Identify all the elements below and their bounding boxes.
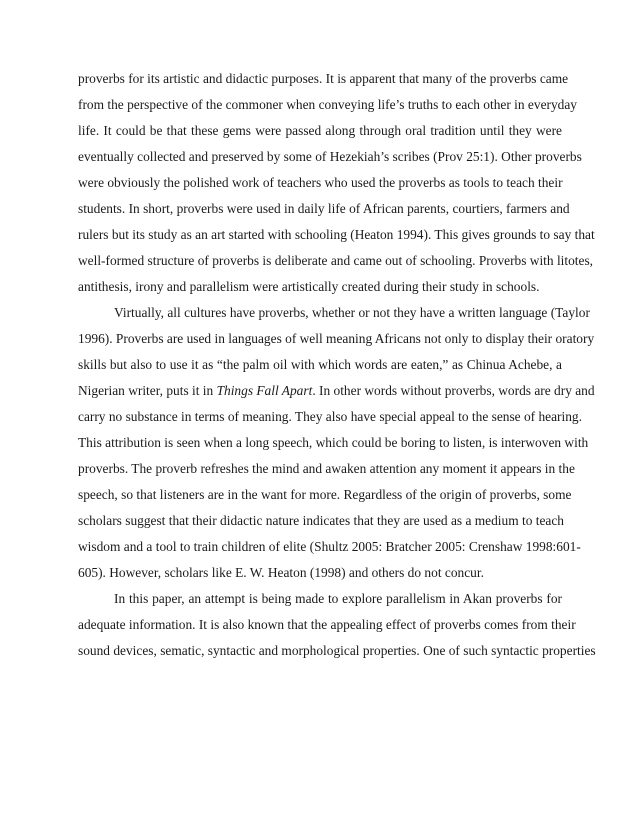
text-line: 605). However, scholars like E. W. Heaton (1998) and others do not concur.: [78, 565, 484, 580]
text-line: skills but also to use it as “the palm oil with which words are eaten,” as Chinua Achebe, a: [78, 357, 562, 372]
text-line: proverbs for its artistic and didactic purposes. It is apparent that many of the proverbs came: [78, 71, 569, 86]
text-line: sound devices, sematic, syntactic and morphological properties. One of such syntactic properties: [78, 643, 596, 658]
text-line: wisdom and a tool to train children of elite (Shultz 2005: Bratcher 2005: Crenshaw 1998:601-: [78, 539, 581, 554]
text-line: eventually collected and preserved by some of Hezekiah’s scribes (Prov 25:1). Other proverbs: [78, 149, 582, 164]
text-line: 1996). Proverbs are used in languages of well meaning Africans not only to display their oratory: [78, 331, 595, 346]
book-title: Things Fall Apart: [216, 383, 313, 398]
text-line: rulers but its study as an art started with schooling (Heaton 1994). This gives grounds to say that: [78, 227, 595, 242]
text-line: well-formed structure of proverbs is deliberate and came out of schooling. Proverbs with litotes,: [78, 253, 594, 268]
paragraph-2: [78, 300, 595, 586]
text-line: life. It could be that these gems were passed along through oral tradition until they were: [78, 123, 562, 138]
text-line: Virtually, all cultures have proverbs, whether or not they have a written language (Taylor: [114, 305, 590, 320]
text-line: were obviously the polished work of teachers who used the proverbs as tools to teach their: [78, 175, 563, 190]
text-line: speech, so that listeners are in the want for more. Regardless of the origin of proverbs, some: [78, 487, 572, 502]
text-line: antithesis, irony and parallelism were artistically created during their study in schools.: [78, 279, 540, 294]
text-line: adequate information. It is also known that the appealing effect of proverbs comes from their: [78, 617, 576, 632]
text-line: carry no substance in terms of meaning. They also have special appeal to the sense of hearing.: [78, 409, 582, 424]
text-line: proverbs. The proverb refreshes the mind and awaken attention any moment it appears in the: [78, 461, 575, 476]
text-line: from the perspective of the commoner when conveying life’s truths to each other in everyday: [78, 97, 578, 112]
text-line-with-title: [78, 378, 595, 404]
text-line: scholars suggest that their didactic nature indicates that they are used as a medium to teach: [78, 513, 564, 528]
paragraph-1: [78, 66, 595, 300]
body-text: [78, 66, 596, 664]
text-segment: Nigerian writer, puts it in: [78, 383, 217, 398]
text-segment: . In other words without proverbs, words are dry and: [312, 383, 595, 398]
text-line: This attribution is seen when a long speech, which could be boring to listen, is interwoven with: [78, 435, 589, 450]
paragraph-3: [78, 586, 596, 664]
text-line: In this paper, an attempt is being made to explore parallelism in Akan proverbs for: [114, 591, 562, 606]
text-line: students. In short, proverbs were used in daily life of African parents, courtiers, farmers and: [78, 201, 570, 216]
